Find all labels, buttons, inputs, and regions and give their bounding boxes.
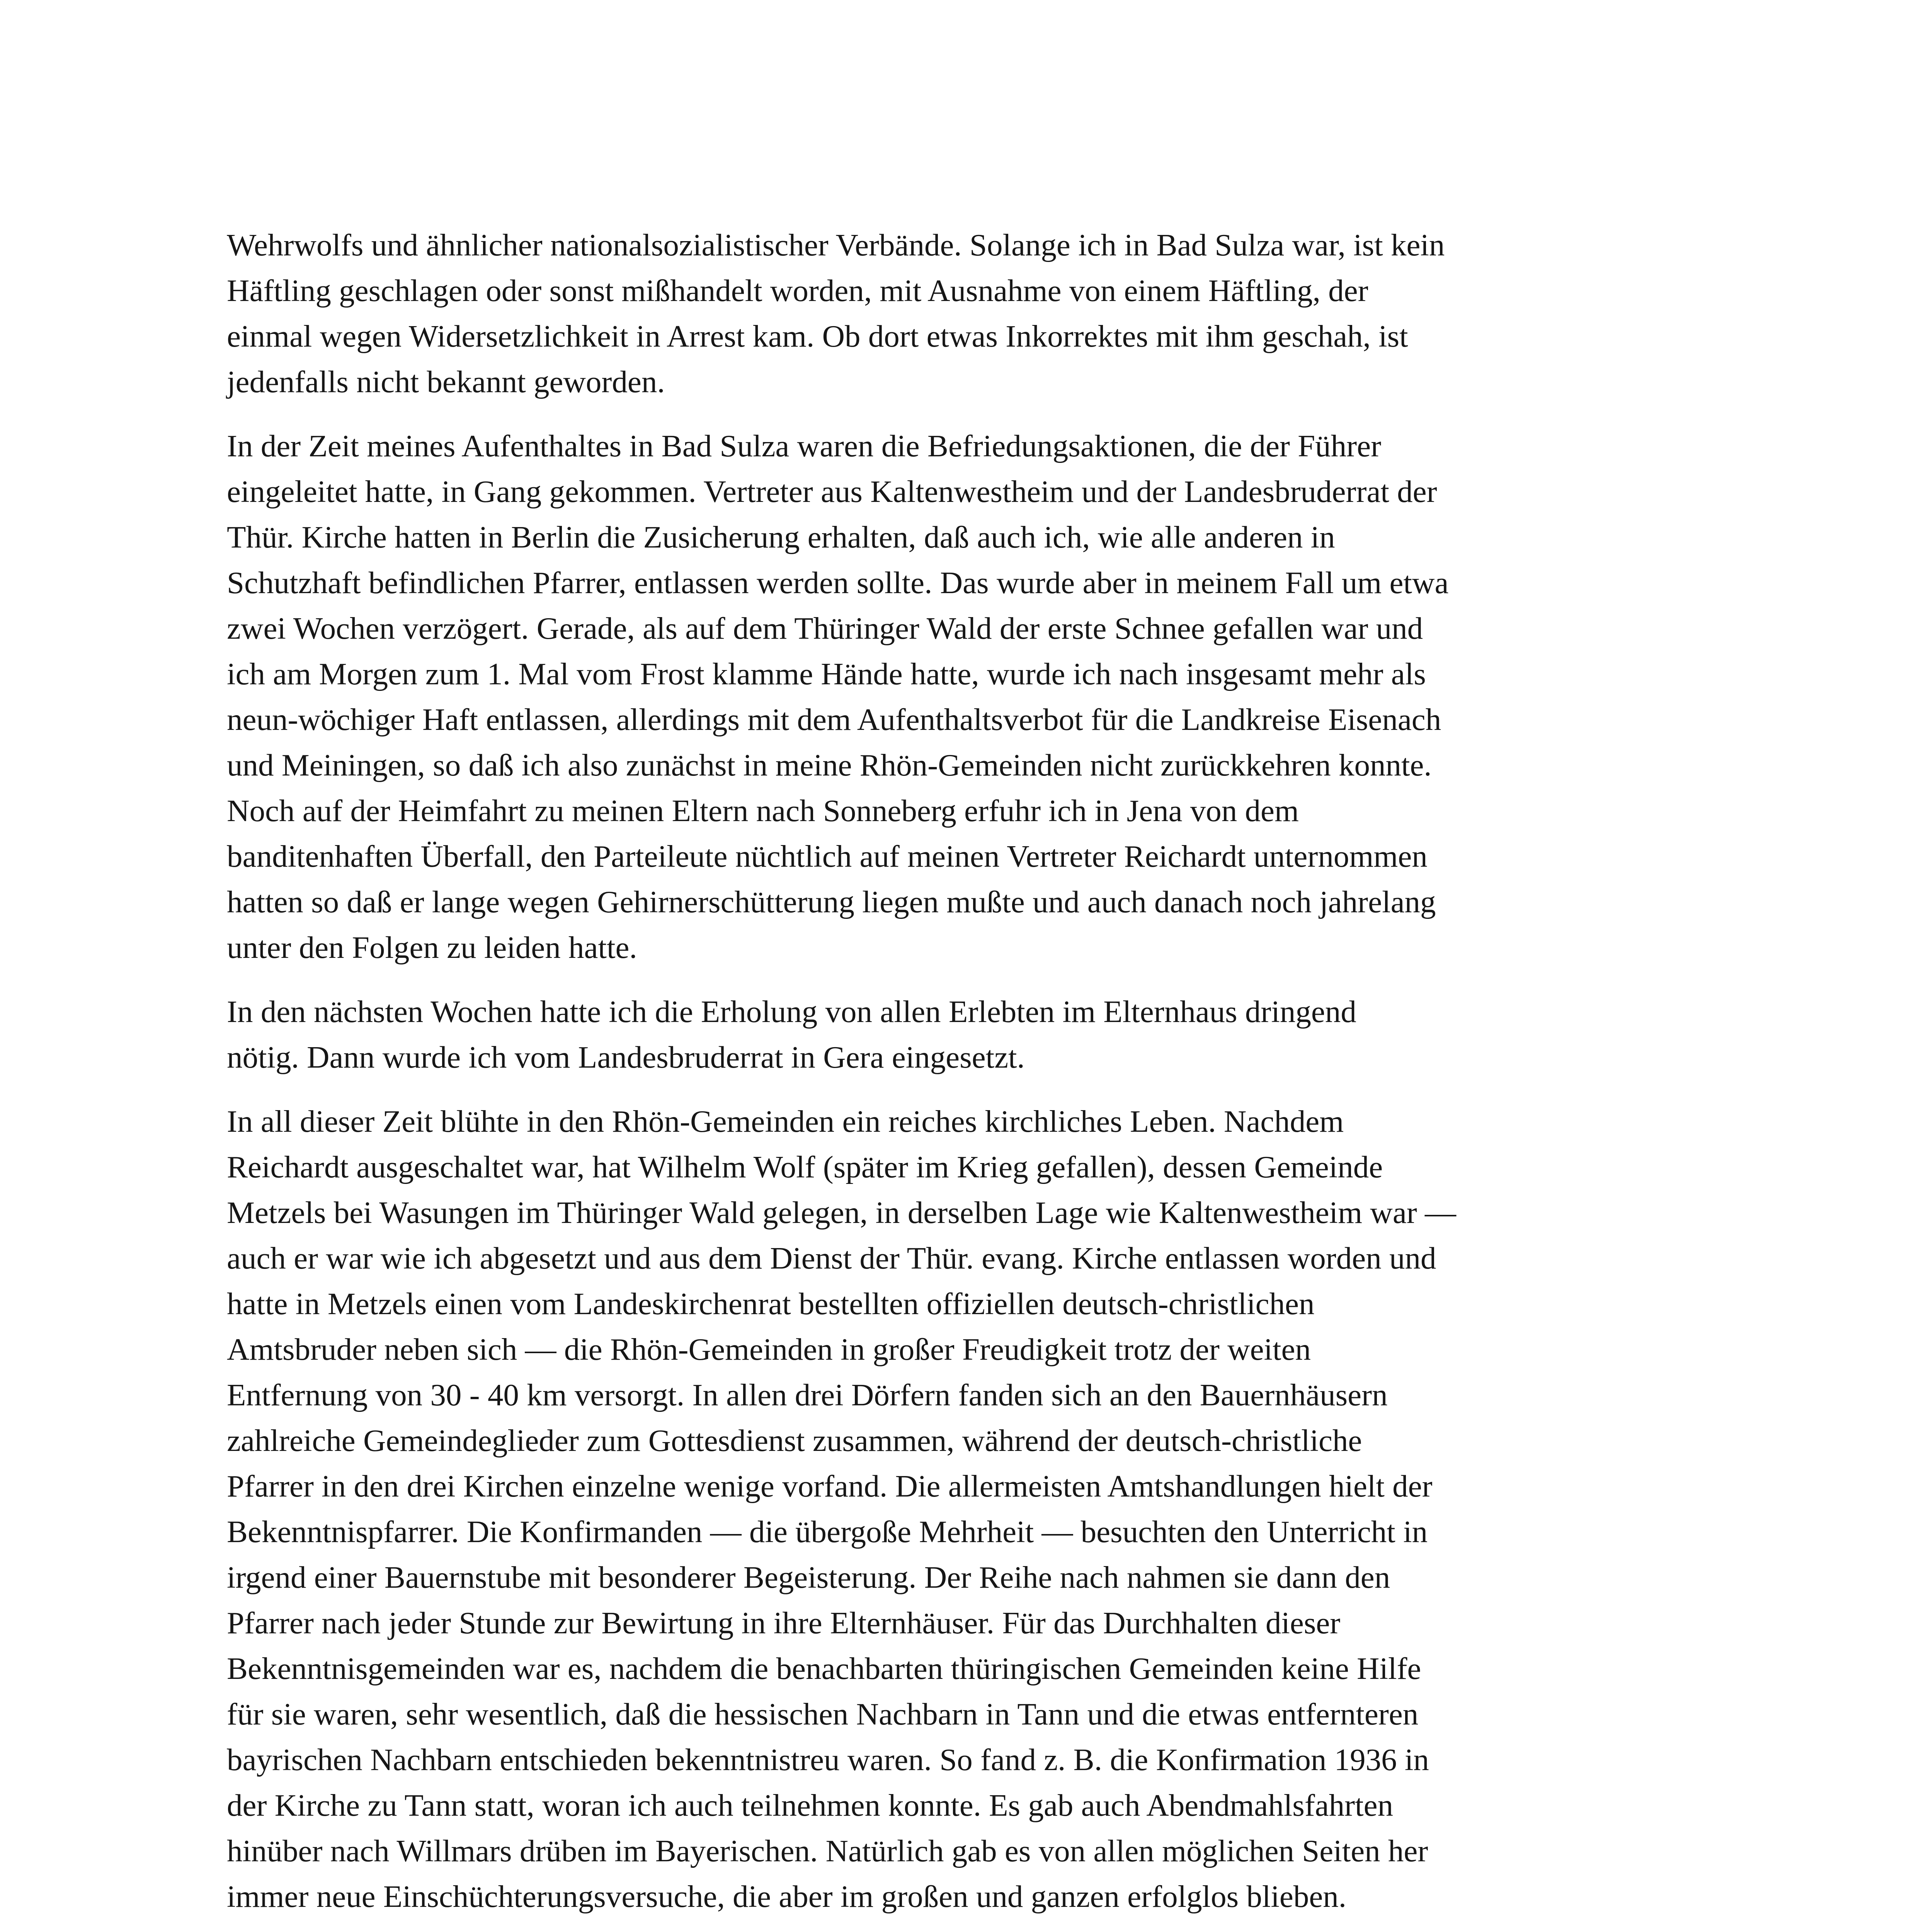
text-line: In der Zeit meines Aufenthaltes in Bad Sulza waren die Befriedungsaktionen, die der Führer: [227, 429, 1382, 463]
text-line: Wehrwolfs und ähnlicher nationalsozialistischer Verbände. Solange ich in Bad Sulza war, ist kein: [227, 228, 1445, 262]
text-line: Thür. Kirche hatten in Berlin die Zusicherung erhalten, daß auch ich, wie alle anderen in: [227, 520, 1335, 554]
text-line: immer neue Einschüchterungsversuche, die aber im großen und ganzen erfolglos blieben.: [227, 1879, 1347, 1914]
text-line: Pfarrer nach jeder Stunde zur Bewirtung in ihre Elternhäuser. Für das Durchhalten dieser: [227, 1605, 1341, 1640]
text-line: neun-wöchiger Haft entlassen, allerdings mit dem Aufenthaltsverbot für die Landkreise Eisenach: [227, 702, 1441, 737]
text-line: Bekenntnispfarrer. Die Konfirmanden — die übergoße Mehrheit — besuchten den Unterricht in: [227, 1514, 1428, 1549]
text-line: Amtsbruder neben sich — die Rhön-Gemeinden in großer Freudigkeit trotz der weiten: [227, 1332, 1311, 1367]
text-line: zahlreiche Gemeindeglieder zum Gottesdienst zusammen, während der deutsch-christliche: [227, 1423, 1362, 1458]
text-line: In den nächsten Wochen hatte ich die Erholung von allen Erlebten im Elternhaus dringend: [227, 994, 1356, 1029]
text-line: eingeleitet hatte, in Gang gekommen. Vertreter aus Kaltenwestheim und der Landesbruderrat der: [227, 474, 1437, 509]
paragraph: [227, 423, 1705, 970]
text-line: Entfernung von 30 - 40 km versorgt. In allen drei Dörfern fanden sich an den Bauernhäusern: [227, 1378, 1388, 1412]
text-line: Metzels bei Wasungen im Thüringer Wald gelegen, in derselben Lage wie Kaltenwestheim war —: [227, 1195, 1456, 1230]
text-line: banditenhaften Überfall, den Parteileute nüchtlich auf meinen Vertreter Reichardt unternommen: [227, 839, 1428, 874]
text-line: jedenfalls nicht bekannt geworden.: [227, 364, 665, 399]
text-line: Schutzhaft befindlichen Pfarrer, entlassen werden sollte. Das wurde aber in meinem Fall um etwa: [227, 565, 1449, 600]
text-line: Häftling geschlagen oder sonst mißhandelt worden, mit Ausnahme von einem Häftling, der: [227, 273, 1368, 308]
paragraph: [227, 989, 1705, 1080]
body-text: [227, 222, 1705, 1932]
text-line: bayrischen Nachbarn entschieden bekenntnistreu waren. So fand z. B. die Konfirmation 1936 in: [227, 1742, 1429, 1777]
text-line: zwei Wochen verzögert. Gerade, als auf dem Thüringer Wald der erste Schnee gefallen war und: [227, 611, 1423, 646]
text-line: nötig. Dann wurde ich vom Landesbruderrat in Gera eingesetzt.: [227, 1040, 1025, 1075]
text-line: irgend einer Bauernstube mit besonderer Begeisterung. Der Reihe nach nahmen sie dann den: [227, 1560, 1390, 1595]
text-line: für sie waren, sehr wesentlich, daß die hessischen Nachbarn in Tann und die etwas entfernteren: [227, 1697, 1419, 1731]
text-line: hatte in Metzels einen vom Landeskirchenrat bestellten offiziellen deutsch-christlichen: [227, 1286, 1315, 1321]
text-line: Bekenntnisgemeinden war es, nachdem die benachbarten thüringischen Gemeinden keine Hilfe: [227, 1651, 1421, 1686]
text-line: ich am Morgen zum 1. Mal vom Frost klamme Hände hatte, wurde ich nach insgesamt mehr als: [227, 656, 1426, 691]
text-line: Pfarrer in den drei Kirchen einzelne wenige vorfand. Die allermeisten Amtshandlungen hielt der: [227, 1469, 1433, 1503]
text-line: Reichardt ausgeschaltet war, hat Wilhelm Wolf (später im Krieg gefallen), dessen Gemeinde: [227, 1150, 1383, 1184]
text-line: hinüber nach Willmars drüben im Bayerischen. Natürlich gab es von allen möglichen Seiten her: [227, 1833, 1428, 1868]
text-line: und Meiningen, so daß ich also zunächst in meine Rhön-Gemeinden nicht zurückkehren konnte.: [227, 748, 1432, 782]
text-line: unter den Folgen zu leiden hatte.: [227, 930, 637, 965]
text-line: hatten so daß er lange wegen Gehirnerschütterung liegen mußte und auch danach noch jahrelang: [227, 884, 1436, 919]
paragraph: [227, 222, 1705, 405]
text-line: der Kirche zu Tann statt, woran ich auch teilnehmen konnte. Es gab auch Abendmahlsfahrten: [227, 1788, 1394, 1823]
text-line: In all dieser Zeit blühte in den Rhön-Gemeinden ein reiches kirchliches Leben. Nachdem: [227, 1104, 1344, 1139]
text-line: einmal wegen Widersetzlichkeit in Arrest kam. Ob dort etwas Inkorrektes mit ihm geschah, ist: [227, 319, 1408, 354]
paragraph: [227, 1099, 1705, 1919]
text-line: Noch auf der Heimfahrt zu meinen Eltern nach Sonneberg erfuhr ich in Jena von dem: [227, 793, 1299, 828]
text-line: auch er war wie ich abgesetzt und aus dem Dienst der Thür. evang. Kirche entlassen worden und: [227, 1241, 1436, 1276]
